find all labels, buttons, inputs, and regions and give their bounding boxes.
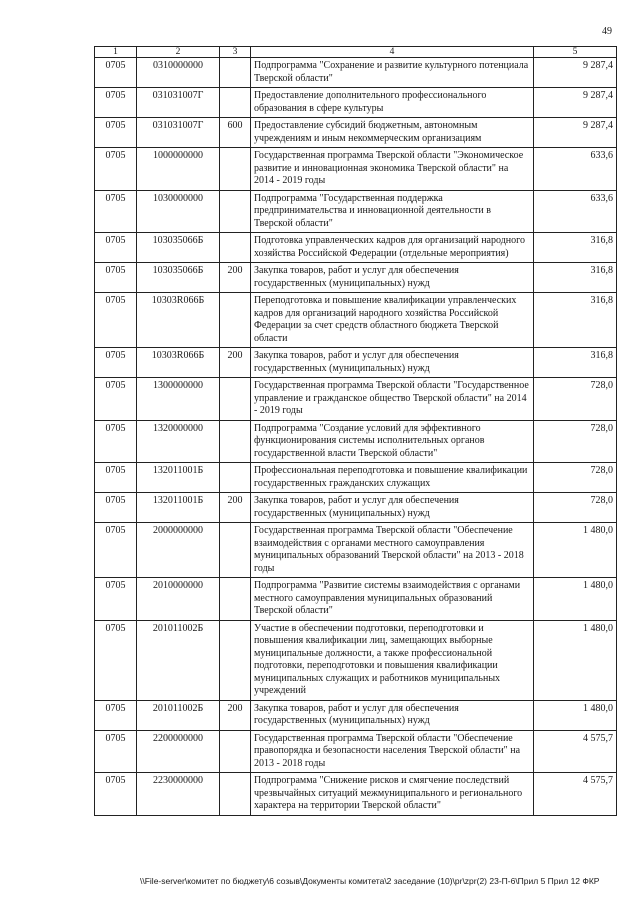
page-number: 49 xyxy=(602,26,612,37)
table-row xyxy=(95,58,617,88)
cell-code: 103035066Б xyxy=(137,233,220,263)
cell-amount: 9 287,4 xyxy=(534,118,617,148)
cell-name: Закупка товаров, работ и услуг для обеспечения государственных (муниципальных) нужд xyxy=(251,263,534,293)
cell-amount: 633,6 xyxy=(534,148,617,191)
cell-name: Переподготовка и повышение квалификации управленческих кадров для организаций народного хозяйства Российской Федерации за счет средств областного бюджета Тверской области xyxy=(251,293,534,348)
cell-code: 10303R066Б xyxy=(137,293,220,348)
cell-section: 0705 xyxy=(95,348,137,378)
cell-name: Участие в обеспечении подготовки, переподготовки и повышения квалификации лиц, замещающих выборные муниципальные должности, а также профессиональной подготовки, переподготовки и повышения квалификации муниципальных служащих и работников муниципальных учреждений xyxy=(251,620,534,700)
cell-amount: 633,6 xyxy=(534,190,617,233)
cell-code: 103035066Б xyxy=(137,263,220,293)
cell-amount: 1 480,0 xyxy=(534,700,617,730)
cell-amount: 1 480,0 xyxy=(534,578,617,621)
col-header-type: 3 xyxy=(220,47,251,58)
cell-type: 600 xyxy=(220,118,251,148)
cell-amount: 1 480,0 xyxy=(534,620,617,700)
cell-type xyxy=(220,420,251,463)
cell-type xyxy=(220,148,251,191)
cell-amount: 728,0 xyxy=(534,493,617,523)
cell-type xyxy=(220,378,251,421)
cell-section: 0705 xyxy=(95,463,137,493)
cell-amount: 9 287,4 xyxy=(534,58,617,88)
cell-name: Предоставление дополнительного профессионального образования в сфере культуры xyxy=(251,88,534,118)
cell-name: Государственная программа Тверской области "Экономическое развитие и инновационная экономика Тверской области" на 2014 - 2019 годы xyxy=(251,148,534,191)
cell-code: 031031007Г xyxy=(137,88,220,118)
cell-section: 0705 xyxy=(95,523,137,578)
table-row xyxy=(95,700,617,730)
cell-type xyxy=(220,293,251,348)
cell-code: 201011002Б xyxy=(137,620,220,700)
cell-name: Подготовка управленческих кадров для организаций народного хозяйства Российской Федерации (отдельные мероприятия) xyxy=(251,233,534,263)
cell-section: 0705 xyxy=(95,620,137,700)
cell-type xyxy=(220,620,251,700)
cell-code: 1320000000 xyxy=(137,420,220,463)
cell-amount: 9 287,4 xyxy=(534,88,617,118)
cell-type xyxy=(220,58,251,88)
col-header-name: 4 xyxy=(251,47,534,58)
table-row xyxy=(95,578,617,621)
cell-amount: 4 575,7 xyxy=(534,730,617,773)
cell-type xyxy=(220,190,251,233)
cell-type xyxy=(220,233,251,263)
cell-name: Закупка товаров, работ и услуг для обеспечения государственных (муниципальных) нужд xyxy=(251,700,534,730)
col-header-code: 2 xyxy=(137,47,220,58)
cell-name: Закупка товаров, работ и услуг для обеспечения государственных (муниципальных) нужд xyxy=(251,348,534,378)
table-row xyxy=(95,88,617,118)
cell-code: 031031007Г xyxy=(137,118,220,148)
cell-type: 200 xyxy=(220,493,251,523)
cell-type xyxy=(220,88,251,118)
cell-type: 200 xyxy=(220,700,251,730)
cell-amount: 4 575,7 xyxy=(534,773,617,816)
cell-name: Подпрограмма "Развитие системы взаимодействия с органами местного самоуправления муниципальных образований Тверской области" xyxy=(251,578,534,621)
cell-type xyxy=(220,730,251,773)
cell-code: 1300000000 xyxy=(137,378,220,421)
table-row xyxy=(95,493,617,523)
table-row xyxy=(95,730,617,773)
cell-amount: 316,8 xyxy=(534,233,617,263)
cell-name: Подпрограмма "Снижение рисков и смягчение последствий чрезвычайных ситуаций межмуниципального и регионального характера на территории Тверской области" xyxy=(251,773,534,816)
col-header-amount: 5 xyxy=(534,47,617,58)
cell-type xyxy=(220,773,251,816)
cell-name: Государственная программа Тверской области "Обеспечение правопорядка и безопасности населения Тверской области" на 2013 - 2018 годы xyxy=(251,730,534,773)
cell-section: 0705 xyxy=(95,578,137,621)
cell-section: 0705 xyxy=(95,118,137,148)
cell-code: 132011001Б xyxy=(137,493,220,523)
cell-amount: 316,8 xyxy=(534,293,617,348)
cell-amount: 728,0 xyxy=(534,463,617,493)
cell-name: Подпрограмма "Создание условий для эффективного функционирования системы исполнительных органов государственной власти Тверской области" xyxy=(251,420,534,463)
footer-file-path: \\File-server\комитет по бюджету\6 созыв\Документы комитета\2 заседание (10)\pr\zpr(2) 23-П-6\Прил 5 Прил 12 ФКР xyxy=(140,876,600,886)
cell-amount: 1 480,0 xyxy=(534,523,617,578)
cell-name: Профессиональная переподготовка и повышение квалификации государственных гражданских служащих xyxy=(251,463,534,493)
table-row xyxy=(95,378,617,421)
table-row xyxy=(95,293,617,348)
cell-amount: 728,0 xyxy=(534,420,617,463)
table-row xyxy=(95,263,617,293)
cell-section: 0705 xyxy=(95,263,137,293)
cell-section: 0705 xyxy=(95,88,137,118)
table-row xyxy=(95,773,617,816)
cell-section: 0705 xyxy=(95,58,137,88)
table-row xyxy=(95,620,617,700)
col-header-section: 1 xyxy=(95,47,137,58)
table-row xyxy=(95,348,617,378)
header-row xyxy=(95,47,617,58)
cell-code: 1000000000 xyxy=(137,148,220,191)
cell-section: 0705 xyxy=(95,233,137,263)
cell-amount: 316,8 xyxy=(534,348,617,378)
cell-amount: 316,8 xyxy=(534,263,617,293)
cell-name: Подпрограмма "Сохранение и развитие культурного потенциала Тверской области" xyxy=(251,58,534,88)
cell-name: Государственная программа Тверской области "Обеспечение взаимодействия с органами местного самоуправления муниципальных образований Тверской области" на 2013 - 2018 годы xyxy=(251,523,534,578)
cell-type xyxy=(220,578,251,621)
cell-name: Предоставление субсидий бюджетным, автономным учреждениям и иным некоммерческим организациям xyxy=(251,118,534,148)
cell-code: 10303R066Б xyxy=(137,348,220,378)
table-row xyxy=(95,233,617,263)
cell-name: Подпрограмма "Государственная поддержка предпринимательства и инновационной деятельности в Тверской области" xyxy=(251,190,534,233)
cell-code: 1030000000 xyxy=(137,190,220,233)
cell-type: 200 xyxy=(220,263,251,293)
cell-section: 0705 xyxy=(95,293,137,348)
cell-section: 0705 xyxy=(95,378,137,421)
cell-code: 2200000000 xyxy=(137,730,220,773)
cell-name: Закупка товаров, работ и услуг для обеспечения государственных (муниципальных) нужд xyxy=(251,493,534,523)
cell-code: 2000000000 xyxy=(137,523,220,578)
table-row xyxy=(95,118,617,148)
cell-name: Государственная программа Тверской области "Государственное управление и гражданское общество Тверской области" на 2014 - 2019 годы xyxy=(251,378,534,421)
table-body xyxy=(95,58,617,816)
cell-code: 132011001Б xyxy=(137,463,220,493)
cell-amount: 728,0 xyxy=(534,378,617,421)
cell-section: 0705 xyxy=(95,420,137,463)
budget-table xyxy=(94,46,617,816)
cell-section: 0705 xyxy=(95,700,137,730)
cell-code: 201011002Б xyxy=(137,700,220,730)
cell-code: 2230000000 xyxy=(137,773,220,816)
table-row xyxy=(95,148,617,191)
cell-code: 2010000000 xyxy=(137,578,220,621)
cell-section: 0705 xyxy=(95,773,137,816)
cell-type xyxy=(220,523,251,578)
table-row xyxy=(95,190,617,233)
cell-section: 0705 xyxy=(95,730,137,773)
cell-type: 200 xyxy=(220,348,251,378)
cell-section: 0705 xyxy=(95,493,137,523)
table-row xyxy=(95,523,617,578)
table-row xyxy=(95,420,617,463)
cell-type xyxy=(220,463,251,493)
cell-section: 0705 xyxy=(95,190,137,233)
table-row xyxy=(95,463,617,493)
cell-section: 0705 xyxy=(95,148,137,191)
cell-code: 0310000000 xyxy=(137,58,220,88)
